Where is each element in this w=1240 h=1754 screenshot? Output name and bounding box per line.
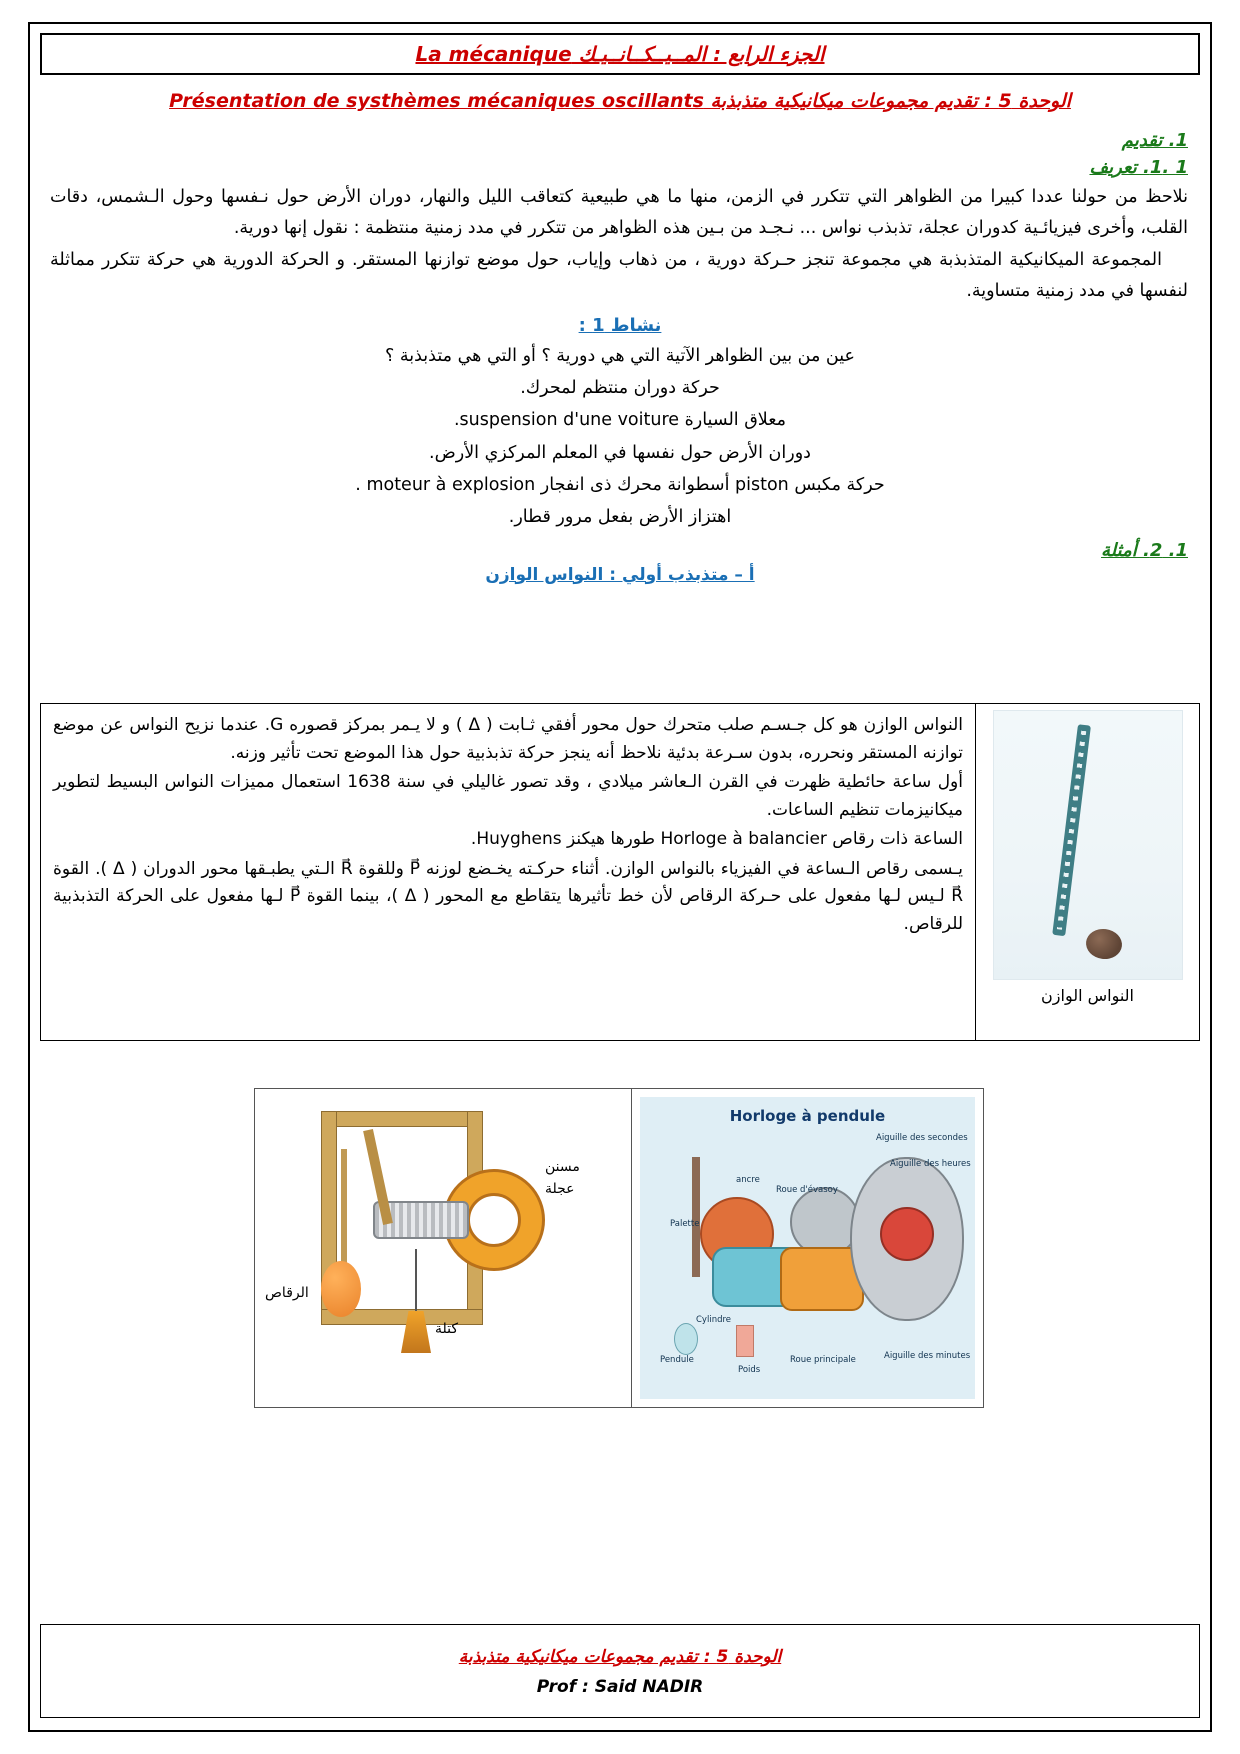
list-item: دوران الأرض حول نفسها في المعلم المركزي الأرض. bbox=[429, 442, 811, 463]
label-raqqas: الرقاص bbox=[265, 1285, 309, 1301]
paragraph-definition-1: نلاحظ من حولنا عددا كبيرا من الظواهر التي تتكرر في الزمن، منها ما هي طبيعية كتعاقب الليل والنهار، دوران الأرض حول نـفسها وحول الـشمس، دقات القلب، وأخرى فيزيائـية كدوران عجلة، تذبذب نواس ... نـجـد من بـين هذه الظواهر من تتكرر في مدد زمنية منتظمة : نقول إنها دورية. bbox=[50, 187, 1188, 238]
list-item: معلاق السيارة suspension d'une voiture. bbox=[453, 410, 787, 431]
pendulum-rod-icon bbox=[1052, 724, 1091, 936]
document-body bbox=[40, 124, 1200, 591]
label-ancre: ancre bbox=[736, 1175, 760, 1185]
figure-clock-mechanism bbox=[631, 1089, 983, 1407]
pendulum-photo-caption: النواس الوازن bbox=[1041, 986, 1134, 1005]
label-ajala: عجلة bbox=[545, 1181, 575, 1197]
unit-title-box bbox=[40, 84, 1200, 118]
label-poids: Poids bbox=[738, 1365, 761, 1375]
figure-clock-title: Horloge à pendule bbox=[729, 1107, 886, 1125]
pendulum-table bbox=[40, 703, 1200, 1041]
weight-icon bbox=[736, 1325, 754, 1357]
label-roue-devasoy: Roue d'évasoy bbox=[776, 1185, 838, 1195]
pendulum-paragraph-2: أول ساعة حائطية ظهرت في القرن الـعاشر ميلادي ، وقد تصور غاليلي في سنة 1638 استعمال مميزات النواس البسيط لتطوير ميكانيزمات تنظيم الساعات. bbox=[53, 772, 963, 820]
footer-author: Prof : Said NADIR bbox=[536, 1677, 704, 1697]
hand-hub-icon bbox=[880, 1207, 934, 1261]
weight-cord-icon bbox=[415, 1249, 417, 1315]
heading-section-1-1: 1 .1. تعريف bbox=[1089, 157, 1188, 178]
part-title-box bbox=[40, 33, 1200, 75]
balance-pendulum-photo bbox=[993, 710, 1183, 980]
pendulum-paragraph-4: يـسمى رقاص الـساعة في الفيزياء بالنواس الوازن. أثناء حركـته يخـضع لوزنه P⃗ وللقوة R⃗ الـتي يطبـقها محور الدوران ( Δ ). القوة R⃗ لـيس لـها مفعول على حـركة الرقاص لأن خط تأثيرها يتقاطع مع المحور ( Δ )، بينما القوة P⃗ لـها مفعول على الحركة التذبذبية للرقاص. bbox=[53, 858, 963, 934]
pendulum-text-cell bbox=[41, 704, 975, 1040]
page-footer bbox=[40, 1624, 1200, 1718]
heading-section-1: 1. تقديم bbox=[1121, 130, 1188, 151]
label-cylindre: Cylindre bbox=[696, 1315, 732, 1325]
figures-box bbox=[254, 1088, 984, 1408]
label-aiguille-minutes: Aiguille des minutes bbox=[884, 1351, 971, 1361]
label-pendule: Pendule bbox=[660, 1355, 694, 1365]
activity-question-list bbox=[40, 340, 1200, 534]
label-palette: Palette bbox=[670, 1219, 700, 1229]
label-aiguille-heures: Aiguille des heures bbox=[890, 1159, 971, 1169]
pendulum-paragraph-3: الساعة ذات رقاص Horloge à balancier طورها هيكنز Huyghens. bbox=[470, 829, 963, 850]
list-item: حركة دوران منتظم لمحرك. bbox=[520, 377, 720, 398]
list-item: اهتزاز الأرض بفعل مرور قطار. bbox=[508, 507, 732, 528]
frame-top-icon bbox=[321, 1111, 483, 1127]
pendulum-paragraph-1: النواس الوازن هو كل جـسـم صلب متحرك حول محور أفقي ثـابت ( Δ ) و لا يـمر بمركز قصوره G. عندما نزيح النواس عن موضع توازنه المستقر ونحرره، بدون سـرعة بدئية نلاحظ أنه ينجز حركة تذبذبية حول هذا الموضع تحت تأثير وزنه. bbox=[53, 715, 964, 763]
heading-section-1-2: 1. 2. أمثلة bbox=[1101, 539, 1188, 561]
pendulum-bob-icon bbox=[321, 1261, 361, 1317]
unit-title: الوحدة 5 : تقديم مجموعات ميكانيكية متذبذبة Présentation de systhèmes mécaniques oscillants bbox=[169, 90, 1071, 112]
paragraph-definition-2: المجموعة الميكانيكية المتذبذبة هي مجموعة تنجز حـركة دورية ، من ذهاب وإياب، حول موضع توازنها المستقر. و الحركة الدورية هي حركة تتكرر مماثلة لنفسها في مدد زمنية متساوية. bbox=[50, 250, 1188, 301]
label-musannan: مسنن bbox=[545, 1159, 580, 1175]
figure-clock-canvas bbox=[640, 1097, 975, 1399]
footer-unit-title: الوحدة 5 : تقديم مجموعات ميكانيكية متذبذبة bbox=[458, 1647, 782, 1667]
pendulum-bob-icon bbox=[1084, 927, 1123, 961]
list-item: عين من بين الظواهر الآتية التي هي دورية ؟ أو التي هي متذبذبة ؟ bbox=[385, 345, 855, 366]
label-roue-principale: Roue principale bbox=[790, 1355, 856, 1365]
figure-escapement bbox=[255, 1089, 631, 1407]
part-title: الجزء الرابع : المــيــكــانــيـك La mécanique bbox=[415, 42, 825, 66]
label-aiguille-secondes: Aiguille des secondes bbox=[876, 1133, 968, 1143]
heading-example-a: أ – متذبذب أولي : النواس الوازن bbox=[485, 564, 755, 585]
pendulum-bob-icon bbox=[674, 1323, 698, 1355]
escape-wheel-hub-icon bbox=[467, 1193, 521, 1247]
anchor-arm-icon bbox=[692, 1157, 700, 1277]
pendulum-image-cell bbox=[975, 704, 1199, 1040]
activity-heading: نشاط 1 : bbox=[578, 314, 662, 336]
label-kutla: كتلة bbox=[435, 1321, 459, 1337]
list-item: حركة مكبس piston أسطوانة محرك ذى انفجار moteur à explosion . bbox=[355, 475, 885, 495]
pendulum-rod-icon bbox=[341, 1149, 347, 1269]
